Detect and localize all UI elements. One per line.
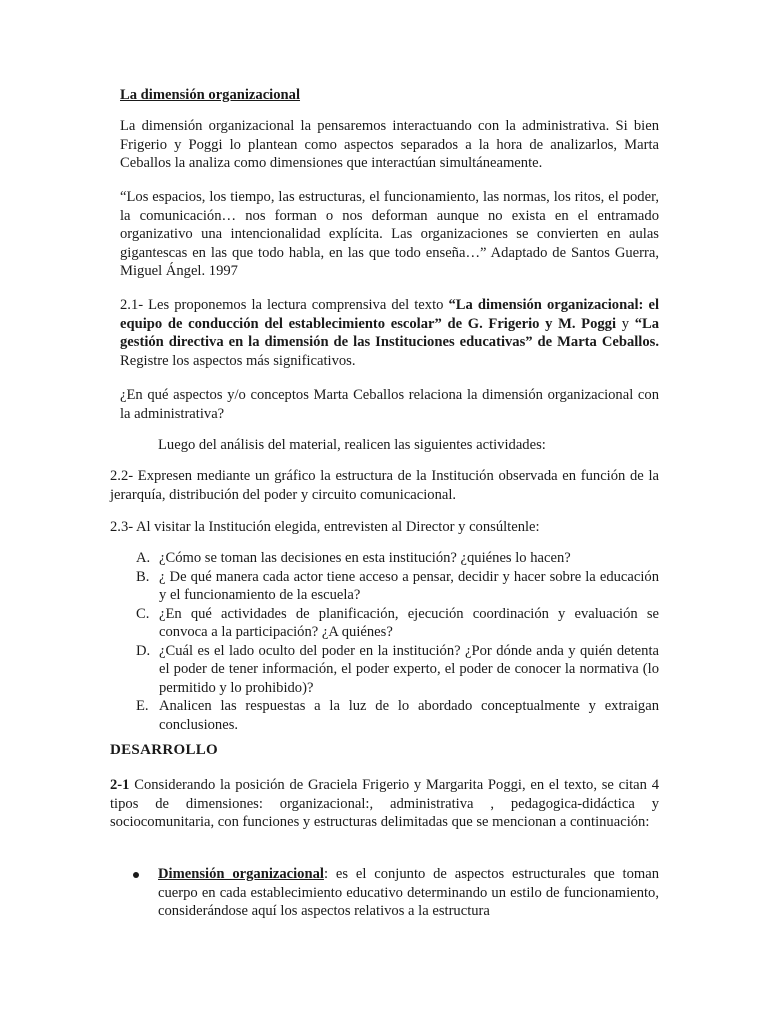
list-marker: E. <box>136 698 149 714</box>
list-marker: D. <box>136 642 151 659</box>
bullet-text: : es el conjunto de aspectos estructurales que toman cuerpo en cada establecimiento educativo determinando un estilo de funcionamiento, considerándose aquí los aspectos relativos a la estructura <box>158 866 660 919</box>
section-title: La dimensión organizacional <box>120 87 301 103</box>
development-text: Considerando la posición de Graciela Frigerio y Margarita Poggi, en el texto, se citan 4 tipos de dimensiones: organizacional:, administrativa , pedagogica-didáctica y sociocomunitaria, con funciones y estructuras delimitadas que se mencionan a continuación: <box>110 777 659 830</box>
list-item-text: ¿Cómo se toman las decisiones en esta institución? ¿quiénes lo hacen? <box>159 550 571 566</box>
list-marker: A. <box>136 550 151 566</box>
reading-title-ceballos: “La gestión directiva en la dimensión de las Instituciones educativas” de Marta Ceballos. <box>120 315 660 350</box>
reading-title-frigerio: “La dimensión organizacional: el equipo de conducción del establecimiento escolar” de G. Frigerio y M. Poggi <box>120 297 659 332</box>
development-paragraph <box>110 776 659 832</box>
activity-2-1-paragraph <box>120 296 659 370</box>
activity-2-1-intro: 2.1- Les proponemos la lectura comprensiva del texto <box>120 297 449 313</box>
bullet-item <box>158 865 659 921</box>
development-heading: DESARROLLO <box>110 742 219 758</box>
intro-paragraph: La dimensión organizacional la pensaremos interactuando con la administrativa. Si bien Frigerio y Poggi lo plantean como aspectos separados a la hora de analizarlos, Marta Ceballos la analiza como dimensiones que interactúan simultáneamente. <box>120 118 659 171</box>
activities-intro: Luego del análisis del material, realicen las siguientes actividades: <box>158 437 546 453</box>
activity-2-2-paragraph: 2.2- Expresen mediante un gráfico la estructura de la Institución observada en función de la jerarquía, distribución del poder y circuito comunicacional. <box>110 468 659 503</box>
list-item-text: ¿En qué actividades de planificación, ejecución coordinación y evaluación se convoca a la participación? ¿A quiénes? <box>159 605 659 640</box>
conjunction: y <box>616 315 635 332</box>
list-marker: B. <box>136 568 150 585</box>
activity-2-1-instruction: Registre los aspectos más significativos. <box>120 352 356 369</box>
development-number: 2-1 <box>110 777 130 793</box>
bullet-term: Dimensión organizacional <box>158 866 324 882</box>
activity-2-3-paragraph: 2.3- Al visitar la Institución elegida, entrevisten al Director y consúltenle: <box>110 519 540 535</box>
list-item-text: ¿ De qué manera cada actor tiene acceso a pensar, decidir y hacer sobre la educación y el funcionamiento de la escuela? <box>159 568 659 603</box>
list-item <box>110 549 659 568</box>
interview-questions-list <box>110 549 659 734</box>
list-item-text: Analicen las respuestas a la luz de lo abordado conceptualmente y extraigan conclusiones. <box>159 698 659 733</box>
list-item <box>110 697 659 734</box>
bullet-icon <box>133 872 139 878</box>
list-item <box>110 605 659 642</box>
list-item <box>110 642 659 698</box>
question-paragraph: ¿En qué aspectos y/o conceptos Marta Ceballos relaciona la dimensión organizacional con la administrativa? <box>120 387 659 422</box>
list-item <box>110 568 659 605</box>
quote-paragraph: “Los espacios, los tiempo, las estructuras, el funcionamiento, las normas, los ritos, el poder, la comunicación… nos forman o nos deforman aunque no exista en el entramado organizativo una intencionalidad explícita. Las organizaciones se convierten en aulas gigantescas en las que todo habla, en las que todo enseña…” Adaptado de Santos Guerra, Miguel Ángel. 1997 <box>120 189 659 279</box>
list-marker: C. <box>136 605 150 622</box>
list-item-text: ¿Cuál es el lado oculto del poder en la institución? ¿Por dónde anda y quién detenta el poder de tener información, el poder experto, el poder de conocer la normativa (lo permitido y lo prohibido)? <box>159 642 659 696</box>
